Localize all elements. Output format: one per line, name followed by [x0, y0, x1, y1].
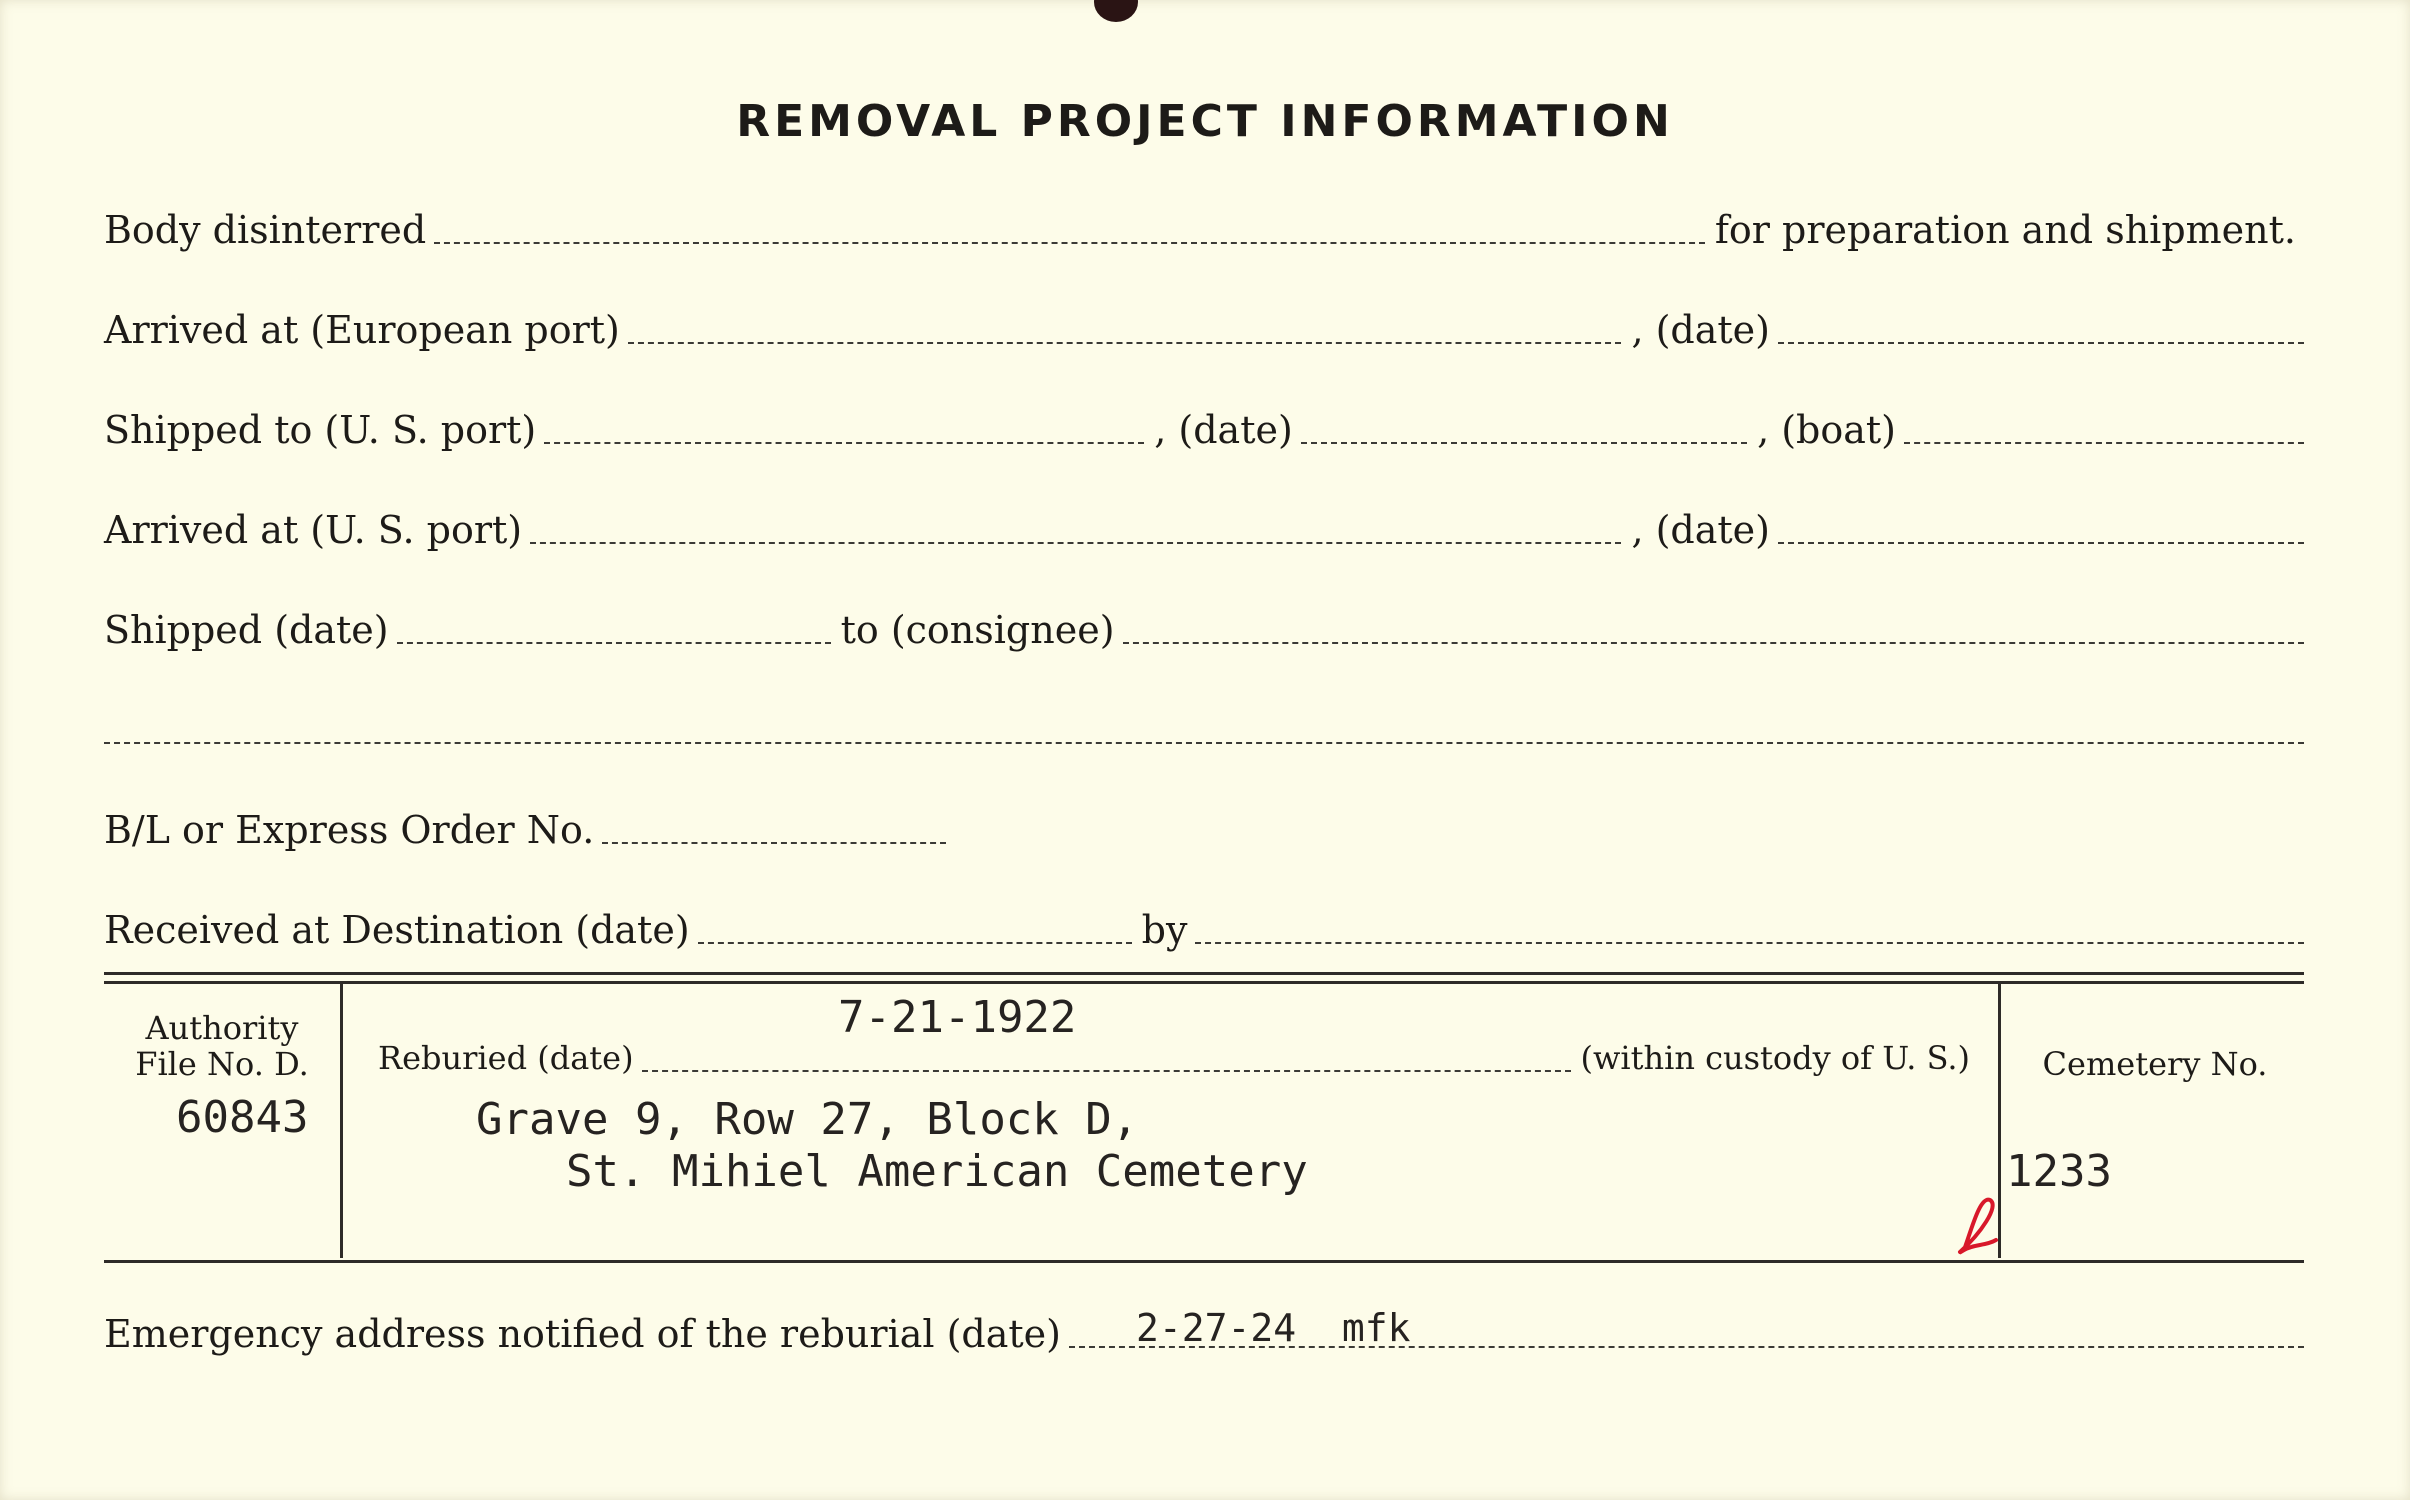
arrived-european-date-field	[1778, 342, 2304, 344]
received-by-field	[1195, 942, 2304, 944]
shipped-us-row	[104, 402, 2304, 456]
consignee-field	[1123, 642, 2304, 644]
bl-order-row	[104, 802, 2304, 856]
continuation-row	[104, 702, 2304, 756]
continuation-field	[104, 742, 2304, 744]
arrived-european-row	[104, 302, 2304, 356]
authority-label	[112, 1010, 332, 1082]
reburied-label: Reburied (date)	[378, 1039, 634, 1077]
authority-label-line2: File No. D.	[135, 1045, 309, 1083]
arrived-us-date-label: , (date)	[1631, 508, 1770, 552]
shipped-us-date-label: , (date)	[1154, 408, 1293, 452]
custody-label: (within custody of U. S.)	[1580, 1039, 1970, 1077]
box-top-rule	[104, 972, 2304, 984]
emergency-label: Emergency address notified of the reburial (date)	[104, 1312, 1061, 1356]
received-row	[104, 902, 2304, 956]
bl-order-label: B/L or Express Order No.	[104, 808, 595, 852]
reburied-row	[378, 1030, 1978, 1084]
received-date-field	[698, 942, 1132, 944]
shipped-date-field	[397, 642, 831, 644]
consignee-label: to (consignee)	[840, 608, 1115, 652]
red-initial-mark	[1950, 1194, 2006, 1258]
cemetery-label: Cemetery No.	[2042, 1045, 2268, 1083]
cemetery-number: 1233	[2006, 1146, 2112, 1197]
body-disinterred-label: Body disinterred	[104, 208, 427, 252]
emergency-date-value: 2-27-24 mfk	[1136, 1306, 1411, 1350]
shipped-us-label: Shipped to (U. S. port)	[104, 408, 537, 452]
body-disinterred-field	[434, 242, 1705, 244]
box-bottom-rule	[104, 1260, 2304, 1263]
shipped-us-date-field	[1301, 442, 1747, 444]
authority-divider	[340, 982, 343, 1258]
bl-order-field	[602, 842, 946, 844]
preparation-shipment-label: for preparation and shipment.	[1714, 208, 2296, 252]
arrived-european-field	[628, 342, 1622, 344]
shipped-us-port-field	[544, 442, 1144, 444]
shipped-us-boat-field	[1904, 442, 2304, 444]
arrived-us-field	[530, 542, 1621, 544]
shipped-date-row	[104, 602, 2304, 656]
received-label: Received at Destination (date)	[104, 908, 690, 952]
authority-label-line1: Authority	[145, 1009, 299, 1047]
received-by-label: by	[1141, 908, 1188, 952]
arrived-european-date-label: , (date)	[1631, 308, 1770, 352]
shipped-date-label: Shipped (date)	[104, 608, 389, 652]
authority-file-number: 60843	[176, 1092, 309, 1143]
body-disinterred-row	[104, 202, 2304, 256]
arrived-us-row	[104, 502, 2304, 556]
reburied-date-value: 7-21-1922	[838, 992, 1077, 1043]
arrived-european-label: Arrived at (European port)	[104, 308, 620, 352]
punch-hole	[1094, 0, 1138, 22]
grave-location-line1: Grave 9, Row 27, Block D,	[476, 1094, 1139, 1145]
card-title: REMOVAL PROJECT INFORMATION	[736, 96, 1674, 147]
arrived-us-label: Arrived at (U. S. port)	[104, 508, 523, 552]
grave-location-line2: St. Mihiel American Cemetery	[566, 1146, 1308, 1197]
reburied-date-field	[642, 1070, 1571, 1072]
arrived-us-date-field	[1778, 542, 2304, 544]
shipped-us-boat-label: , (boat)	[1757, 408, 1896, 452]
